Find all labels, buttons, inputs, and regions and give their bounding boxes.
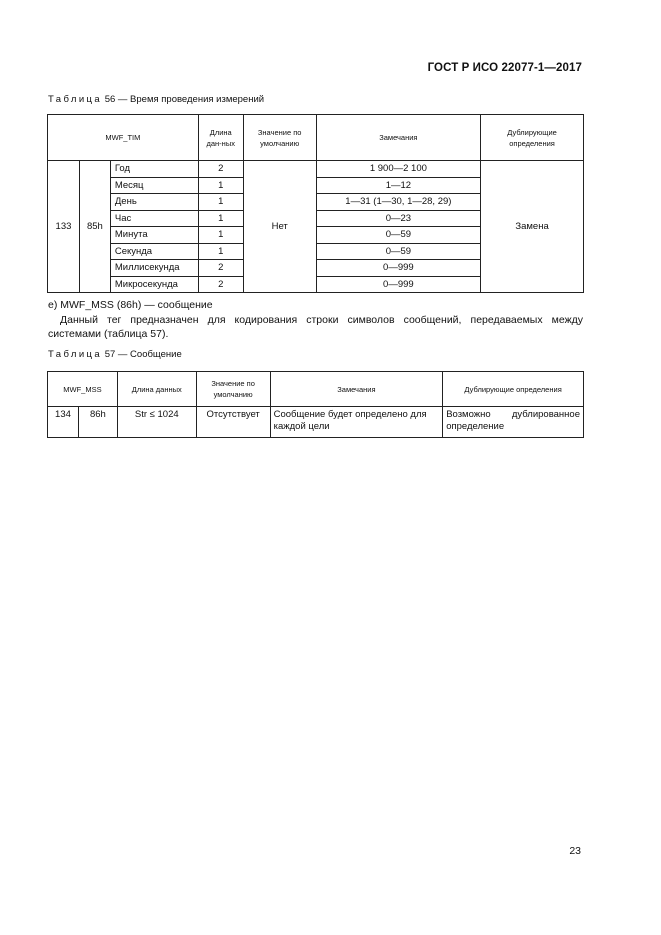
field-remarks: 0—23	[316, 210, 480, 227]
field-length: 1	[198, 243, 243, 260]
header-default: Значение по умолчанию	[243, 115, 316, 161]
field-length: 1	[198, 194, 243, 211]
default-value: Нет	[243, 161, 316, 293]
field-name: Месяц	[110, 177, 198, 194]
table-56-measurement-time	[47, 114, 584, 293]
caption-text: 57 — Сообщение	[102, 349, 182, 360]
field-remarks: 1—12	[316, 177, 480, 194]
data-length: Str ≤ 1024	[117, 407, 196, 438]
field-remarks: 1 900—2 100	[316, 161, 480, 178]
caption-text: 56 — Время проведения измерений	[102, 94, 265, 105]
duplicate-value: Замена	[481, 161, 584, 293]
field-name: Час	[110, 210, 198, 227]
tag-hex: 86h	[78, 407, 117, 438]
header-remarks: Замечания	[270, 372, 443, 407]
header-remarks: Замечания	[316, 115, 480, 161]
table-row	[48, 161, 584, 178]
tag-code: 134	[48, 407, 79, 438]
header-default: Значение по умолчанию	[196, 372, 270, 407]
header-length: Длина данных	[117, 372, 196, 407]
remarks: Сообщение будет определено для каждой цели	[270, 407, 443, 438]
header-name: MWF_MSS	[48, 372, 118, 407]
table-header-row	[48, 372, 584, 407]
field-length: 2	[198, 260, 243, 277]
field-length: 2	[198, 276, 243, 293]
field-name: Год	[110, 161, 198, 178]
header-duplicate: Дублирующие определения	[443, 372, 584, 407]
table-header-row	[48, 115, 584, 161]
tag-hex: 85h	[79, 161, 110, 293]
field-length: 1	[198, 227, 243, 244]
table-56-caption	[48, 94, 264, 105]
caption-word: Таблица	[48, 94, 103, 105]
header-name: MWF_TIM	[48, 115, 199, 161]
page-number: 23	[569, 845, 581, 857]
field-remarks: 0—59	[316, 243, 480, 260]
field-remarks: 0—59	[316, 227, 480, 244]
field-name: Микросекунда	[110, 276, 198, 293]
header-duplicate: Дублирующие определения	[481, 115, 584, 161]
field-length: 1	[198, 210, 243, 227]
field-name: День	[110, 194, 198, 211]
caption-word: Таблица	[48, 349, 103, 360]
duplicate-definitions: Возможно дублированное определение	[443, 407, 584, 438]
field-name: Минута	[110, 227, 198, 244]
field-remarks: 0—999	[316, 276, 480, 293]
field-length: 1	[198, 177, 243, 194]
field-length: 2	[198, 161, 243, 178]
field-remarks: 1—31 (1—30, 1—28, 29)	[316, 194, 480, 211]
field-name: Секунда	[110, 243, 198, 260]
table-row	[48, 407, 584, 438]
field-name: Миллисекунда	[110, 260, 198, 277]
default-value: Отсутствует	[196, 407, 270, 438]
table-57-caption	[48, 349, 182, 360]
header-length: Длина дан-ных	[198, 115, 243, 161]
document-id-header: ГОСТ Р ИСО 22077-1—2017	[427, 62, 582, 74]
section-e-title: е) MWF_MSS (86h) — сообщение	[48, 299, 213, 311]
field-remarks: 0—999	[316, 260, 480, 277]
section-e-text: Данный тег предназначен для кодирования строки символов сообщений, передаваемых между системами (таблица 57).	[48, 314, 583, 340]
table-57-message	[47, 371, 584, 438]
tag-code: 133	[48, 161, 80, 293]
